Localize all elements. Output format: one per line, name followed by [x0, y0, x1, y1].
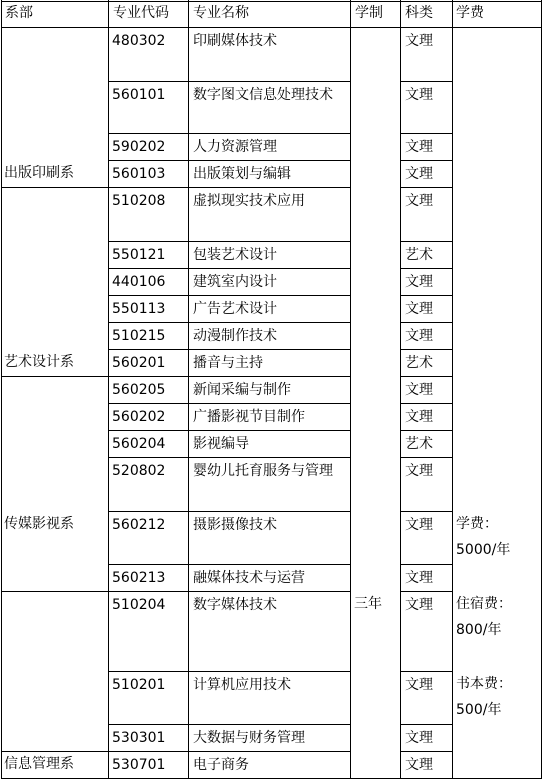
major-name: 播音与主持 — [193, 355, 263, 371]
grid-hline — [400, 430, 452, 431]
major-code: 510204 — [112, 597, 166, 613]
major-name: 包装艺术设计 — [193, 247, 277, 263]
major-name: 建筑室内设计 — [193, 274, 277, 290]
grid-hline — [400, 403, 452, 404]
major-code: 550113 — [112, 301, 166, 317]
grid-hline — [400, 349, 452, 350]
major-name: 广告艺术设计 — [193, 301, 277, 317]
grid-hline — [108, 295, 350, 296]
fee-lodging-label: 住宿费： — [456, 596, 512, 612]
grid-hline — [108, 511, 350, 512]
major-name: 影视编导 — [193, 436, 249, 452]
major-code: 560103 — [112, 166, 166, 182]
grid-hline — [400, 133, 452, 134]
grid-hline — [400, 160, 452, 161]
fee-books-label: 书本费： — [456, 676, 512, 692]
subject-category: 文理 — [405, 193, 433, 209]
major-code: 510215 — [112, 328, 166, 344]
major-code: 480302 — [112, 33, 166, 49]
grid-hline — [1, 591, 108, 592]
grid-hline — [400, 241, 452, 242]
subject-category: 文理 — [405, 33, 433, 49]
grid-hline — [108, 81, 350, 82]
grid-hline — [400, 268, 452, 269]
grid-vline — [400, 0, 401, 779]
major-code: 510208 — [112, 193, 166, 209]
grid-hline — [400, 81, 452, 82]
header-name: 专业名称 — [193, 5, 249, 21]
fee-lodging-value: 800/年 — [456, 622, 502, 638]
major-name: 融媒体技术与运营 — [193, 570, 305, 586]
major-name: 大数据与财务管理 — [193, 730, 305, 746]
grid-hline — [108, 322, 350, 323]
subject-category: 文理 — [405, 274, 433, 290]
grid-vline — [452, 0, 453, 779]
major-name: 电子商务 — [193, 757, 249, 773]
grid-hline — [108, 457, 350, 458]
major-name: 虚拟现实技术应用 — [193, 193, 305, 209]
grid-hline — [108, 241, 350, 242]
grid-hline — [108, 133, 350, 134]
header-fee: 学费 — [456, 5, 484, 21]
fee-tuition-value: 5000/年 — [456, 542, 511, 558]
header-subject: 科类 — [405, 5, 433, 21]
subject-category: 文理 — [405, 409, 433, 425]
subject-category: 文理 — [405, 382, 433, 398]
grid-hline — [108, 751, 350, 752]
grid-hline — [1, 751, 108, 752]
subject-category: 文理 — [405, 328, 433, 344]
subject-category: 艺术 — [405, 355, 433, 371]
grid-hline — [400, 376, 452, 377]
major-name: 婴幼儿托育服务与管理 — [193, 463, 333, 479]
subject-category: 文理 — [405, 87, 433, 103]
department-info-management: 信息管理系 — [4, 756, 74, 772]
grid-hline — [400, 322, 452, 323]
grid-hline — [108, 268, 350, 269]
major-code: 510201 — [112, 677, 166, 693]
grid-hline — [108, 160, 350, 161]
grid-hline — [108, 591, 350, 592]
grid-hline — [400, 564, 452, 565]
major-code: 560202 — [112, 409, 166, 425]
major-code: 530701 — [112, 757, 166, 773]
subject-category: 文理 — [405, 757, 433, 773]
grid-vline — [1, 0, 2, 779]
department-art-design: 艺术设计系 — [4, 354, 74, 370]
grid-hline — [108, 187, 350, 188]
major-code: 520802 — [112, 463, 166, 479]
major-name: 数字图文信息处理技术 — [193, 87, 333, 103]
subject-category: 文理 — [405, 166, 433, 182]
grid-hline — [108, 403, 350, 404]
major-name: 数字媒体技术 — [193, 597, 277, 613]
subject-category: 文理 — [405, 570, 433, 586]
grid-hline — [108, 349, 350, 350]
department-publishing: 出版印刷系 — [4, 165, 74, 181]
major-code: 560101 — [112, 87, 166, 103]
major-code: 590202 — [112, 139, 166, 155]
major-code: 560201 — [112, 355, 166, 371]
major-code: 550121 — [112, 247, 166, 263]
major-name: 印刷媒体技术 — [193, 33, 277, 49]
grid-hline — [400, 511, 452, 512]
grid-hline — [108, 564, 350, 565]
grid-vline — [188, 0, 189, 779]
subject-category: 文理 — [405, 301, 433, 317]
major-name: 新闻采编与制作 — [193, 382, 291, 398]
grid-hline — [1, 376, 108, 377]
major-code: 560204 — [112, 436, 166, 452]
grid-hline — [108, 671, 350, 672]
grid-hline — [1, 1, 542, 2]
fee-books-value: 500/年 — [456, 702, 502, 718]
grid-hline — [400, 751, 452, 752]
grid-hline — [400, 671, 452, 672]
grid-hline — [1, 187, 108, 188]
grid-vline — [350, 0, 351, 779]
department-media-film: 传媒影视系 — [4, 516, 74, 532]
subject-category: 文理 — [405, 463, 433, 479]
grid-vline — [108, 0, 109, 779]
major-code: 440106 — [112, 274, 166, 290]
grid-hline — [400, 724, 452, 725]
grid-hline — [108, 724, 350, 725]
subject-category: 艺术 — [405, 247, 433, 263]
grid-hline — [400, 295, 452, 296]
major-code: 560213 — [112, 570, 166, 586]
major-name: 计算机应用技术 — [193, 677, 291, 693]
major-code: 560205 — [112, 382, 166, 398]
major-name: 出版策划与编辑 — [193, 166, 291, 182]
major-name: 动漫制作技术 — [193, 328, 277, 344]
subject-category: 文理 — [405, 597, 433, 613]
subject-category: 文理 — [405, 139, 433, 155]
grid-hline — [108, 430, 350, 431]
grid-hline — [400, 187, 452, 188]
major-code: 530301 — [112, 730, 166, 746]
major-name: 广播影视节目制作 — [193, 409, 305, 425]
grid-hline — [400, 591, 452, 592]
header-code: 专业代码 — [113, 5, 169, 21]
subject-category: 文理 — [405, 677, 433, 693]
major-name: 人力资源管理 — [193, 139, 277, 155]
header-department: 系部 — [5, 5, 33, 21]
grid-hline — [1, 27, 108, 28]
major-code: 560212 — [112, 517, 166, 533]
header-duration: 学制 — [355, 5, 383, 21]
major-name: 摄影摄像技术 — [193, 517, 277, 533]
subject-category: 文理 — [405, 517, 433, 533]
fee-tuition-label: 学费： — [456, 516, 498, 532]
grid-hline — [108, 376, 350, 377]
subject-category: 艺术 — [405, 436, 433, 452]
grid-hline — [400, 457, 452, 458]
subject-category: 文理 — [405, 730, 433, 746]
duration-value: 三年 — [354, 596, 382, 612]
